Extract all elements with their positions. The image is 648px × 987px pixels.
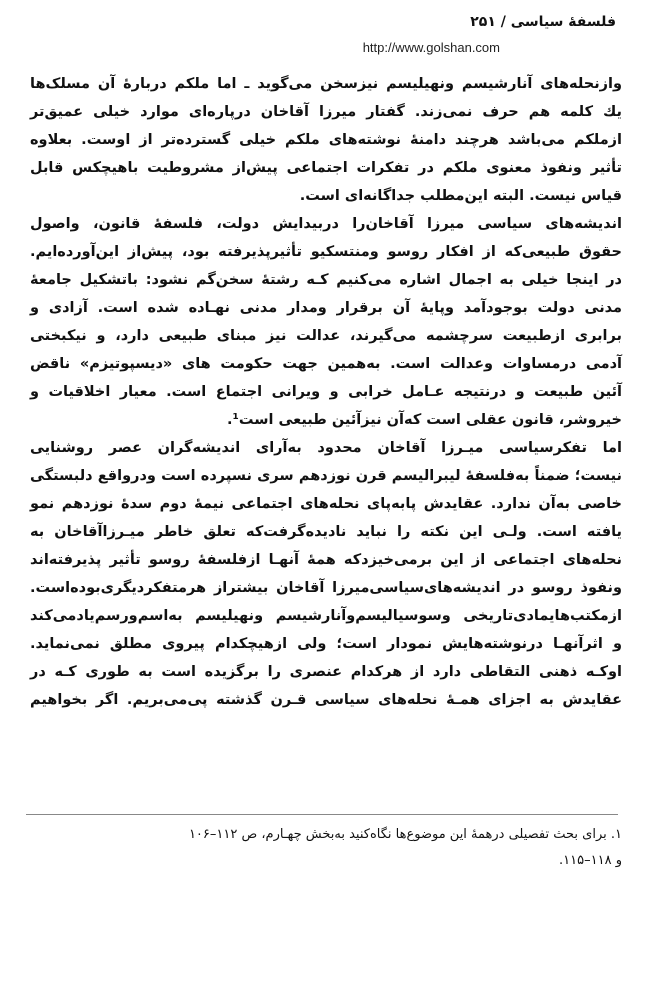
text-line: ازمکتب‌هایمادی‌تاریخی وسوسیالیسم‌وآنارشیسم ونهیلیسم به‌اسم‌ورسم‌یادمی‌کند xyxy=(30,608,622,624)
text-line: اندیشه‌های سیاسی میرزا آقاخان‌را دربیدایش دولت، فلسفهٔ قانون، واصول xyxy=(30,216,622,232)
text-line: نحله‌های اجتماعی از این برمی‌خیزد‌که همهٔ آنهـا ازفلسفهٔ روسو تأثیر پذیرفته‌اند xyxy=(30,552,622,568)
watermark-url: http://www.golshan.com xyxy=(362,40,500,55)
text-line: خیروشر، قانون عقلی است که‌آن نیزآئین طبیعی است¹. xyxy=(226,412,622,428)
text-line: نیست؛ ضمناً به‌فلسفهٔ لیبرالیسم قرن نوزدهم سری نسپرده است ودرواقع دلبستگی xyxy=(30,468,622,484)
text-line: قیاس نیست. البته این‌مطلب جداگانه‌ای است. xyxy=(299,188,622,204)
text-line: آدمی درمساوات وعدالت است. به‌همین جهت حکومت های «دیسپوتیزم» ناقض xyxy=(30,356,622,372)
text-line: اما تفکرسیاسی میـرزا آقاخان محدود به‌آرای اندیشه‌گران عصر روشنایی xyxy=(30,440,622,456)
text-line: خاصی به‌آن ندارد. عقایدش پابه‌پای نحله‌های اجتماعی نیمهٔ دوم سدهٔ نوزدهم نمو xyxy=(30,496,622,512)
text-line: یافته است. ولـی این نکته را نباید نادیده‌گرفت‌که تعلق خاطر میـرزاآقاخان به xyxy=(30,524,622,540)
running-header: فلسفهٔ سیاسی / ۲۵۱ xyxy=(470,14,616,30)
text-line: اوکـه ذهنی التقاطی دارد از هرکدام عنصری را برگزیده است به طوری کـه در xyxy=(30,664,622,680)
text-line: حقوق طبیعی‌که از افکار روسو ومنتسکیو تأثیرپذیرفته بود، پیش‌از این‌آورده‌ایم. xyxy=(30,244,622,260)
body-text xyxy=(30,70,622,714)
text-line: ازملکم می‌باشد هرچند دامنهٔ نوشته‌های ملکم خیلی گسترده‌تر از اوست. بعلاوه xyxy=(30,132,622,148)
text-line: یك کلمه هم حرف نمی‌زند. گفتار میرزا آقاخان درپاره‌ای موارد خیلی عمیق‌تر xyxy=(30,104,622,120)
text-line: در اینجا خیلی به اجمال اشاره می‌کنیم کـه رشتهٔ سخن‌گم نشود: باتشکیل جامعهٔ xyxy=(30,272,622,288)
text-line: برابری ازطبیعت سرچشمه می‌گیرند، عدالت نیز مبنای طبیعی دارد، و نیکبختی xyxy=(30,328,622,344)
text-line: مدنی دولت بوجودآمد وپایهٔ آن برقرار ومدار مدنی نهـاده شده است. آزادی و xyxy=(30,300,622,316)
text-line: آئین طبیعت و درنتیجه عـامل خرابی و ویرانی اجتماع است. معیار اخلاقیات و xyxy=(30,384,622,400)
text-line: و اثرآنهـا درنوشته‌هایش نمودار است؛ ولی ازهیچکدام پیروی مطلق نمی‌نماید. xyxy=(30,636,622,652)
footnote-divider xyxy=(26,814,618,815)
footnote-line: و ۱۱۸–۱۱۵. xyxy=(559,853,622,868)
text-line: وازنحله‌های آنارشیسم ونهیلیسم نیزسخن می‌گوید ـ اما ملکم دربارهٔ آن مسلک‌ها xyxy=(30,76,622,92)
text-line: عقایدش به اجزای همـهٔ نحله‌های سیاسی قـرن گذشته پی‌می‌بریم. اگر بخواهیم xyxy=(30,692,622,708)
text-line: ونفوذ روسو در اندیشه‌های‌سیاسی‌میرزا آقاخان بیشتراز هرمتفکردیگری‌بوده‌است. xyxy=(30,580,622,596)
footnote-line: ۱. برای بحث تفصیلی درهمهٔ این موضوع‌ها نگاه‌کنید به‌بخش چهـارم، ص ۱۱۲–۱۰۶ xyxy=(188,827,622,842)
text-line: تأثیر ونفوذ معنوی ملکم در تفکرات اجتماعی پیش‌از مشروطیت باهیچکس قابل xyxy=(30,160,622,176)
footnote xyxy=(30,822,622,874)
